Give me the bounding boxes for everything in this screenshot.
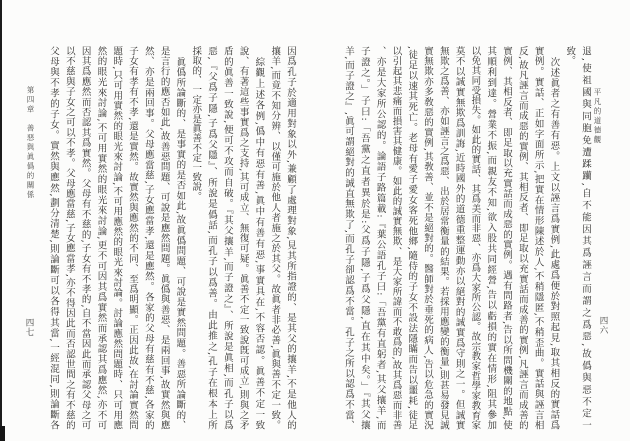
text-column: 羊,而子證之』,眞可謂絕對的誠直無欺了,而孔子卻認爲不當。孔子之所以認爲不當、 (343, 46, 355, 430)
text-column: 因其爲應然而否認其爲實然。父母有不慈的,子女有不孝的,自不當因此而承認父母之可 (79, 46, 91, 430)
text-column: ,徒足以速其死亡。老母有愛子愛女客死他鄉,隨侍的子女不設法隱瞞而告以噩耗,徒足 (406, 46, 418, 430)
left-text-block (44, 46, 298, 430)
right-page (315, 0, 630, 441)
text-column: 題時,只可用實然的眼光來討論,不可用應然的眼光來討論。討論應然問題時、只可用應 (111, 46, 123, 430)
text-column: 因爲孔子於適用對象以外,兼顧了處理對象,見其所指證的、是其父的攘羊,不是他人的 (285, 46, 296, 430)
text-column: 綜觀上述各例,僞中有惡有善,眞中有善有惡,事實具在,不容否認。眞善不定一致 (253, 57, 265, 430)
text-column: 攘羊,而竟不知分辨、以僅可施於他人者施之於其父。故眞者非必善,眞與善不定一致。 (269, 46, 281, 430)
right-running-title: 平凡的道德觀 (593, 88, 602, 145)
text-column: 無欺之爲善、亦如誣言之爲惡、出於居常衡量的結果。若採用應變的衡量,則甚易發見誠 (437, 46, 449, 430)
text-column: 致。 (564, 46, 576, 66)
text-column: 反,故凡誣言而成惡的實例、其相反者、即足取以充實話而成善的實例,凡誣言而成善的 (516, 46, 528, 430)
text-column: 眞僞所論斷的、是事實的是否如此,故眞僞問題、可說是實然問題。善惡所論斷的、 (174, 57, 186, 430)
text-column: 實例、其相反者、即足取以充實話而成惡的實例。遇有問路者,告以所問機關的地點,使 (501, 46, 513, 430)
left-running-title: 第四章 善惡與眞僞的關係 (26, 86, 35, 200)
text-column: 說、有著這些事實爲之支持,其可成立、無復可疑。眞善不定一致說旣可成立,則與之矛 (237, 46, 249, 430)
right-page-number: 四六 (598, 316, 608, 335)
text-column: 父母與不孝的子女。實然與應然,劃分清楚,則論斷可以各得其當,一經混同,則論斷各 (48, 46, 60, 430)
text-column: 然的眼光來討論,不可用實然的眼光來討論,更不可因其爲實然而承認其爲應然,亦不可 (95, 46, 107, 430)
left-page (2, 0, 312, 441)
text-column: 然、亦是兩回事。父母應當慈,子女應當孝,還是應然。各家的父母有慈有不慈,各家的 (142, 46, 154, 430)
right-text-block (339, 46, 593, 430)
text-column: 惡,『父爲子隱,子爲父隱』、所說是僞話,而孔子以爲善。由此推之,孔子在根本上所 (206, 46, 218, 430)
text-column: 子證之。」子曰:「吾黨之直者異於是:父爲子隱,子爲父隱,直在其中矣。」『其父攘 (358, 46, 370, 430)
text-column: 以免其同受損失。如此的實話、其爲美而非惡、亦爲大家所公認。故宗教家哲學家教育家 (469, 46, 481, 430)
text-column: 實例。實話、正如字面所示,把實在情形陳述於人,不稍隱匿,不稍歪曲。實話與誣言相 (532, 46, 544, 430)
text-column: 莫不以誠實無欺爲訓誨,近時國外的道德重整運動亦以絕對的誠實爲守則之一。但誠實 (453, 46, 465, 430)
text-column: 是言行的應否如此,故善惡問題、可說是應然問題。眞僞與善惡、是兩回事,故實然與應 (158, 46, 170, 430)
text-column: 退,使祖國與同胞免遭蹂躪,自不能因其爲誣言而謂之爲惡,故僞與惡不定一 (580, 46, 591, 430)
left-page-number: 四七 (24, 318, 34, 337)
text-column: 以引起其悲痛而損害其健康。如此的誠實無欺、是大家所諱而不敢爲的,故其爲惡而非善 (390, 46, 402, 430)
text-column: 實無欺亦多敎惡的實例,其敎善、並不是絕對的。醫師對於垂死的病人,告以危急的實況 (422, 46, 434, 430)
text-column: 採取的、一定亦是眞善不定一致說。 (190, 46, 202, 202)
text-column: 次述眞者之有善有惡。上文以誣言爲實例,此處爲便於對照起見,取其相反的實話爲 (548, 57, 560, 430)
text-column: 子女有孝有不孝,還是實然。故實然與應然的不同、至爲明顯。正因此故,在討論實然問 (127, 46, 139, 430)
text-column: 以不慈與子女之可以不孝。父母應當慈,子女應當孝,亦不得因此而否認世間之有不慈的 (63, 46, 75, 430)
text-column: 、亦是大家所公認的。論語子路篇載:『葉公語孔子曰:「吾黨有直躬者,其父攘羊,而 (374, 46, 386, 430)
text-column: 其順利到達。營業不振,而親友不知,欲入股共同經營,告以虧損的實在情形,阻其參加 (485, 46, 497, 430)
text-column: 盾的眞善一致說,便可不攻而自破。『其父攘羊,而子證之』、所說是眞相,而孔子以爲 (221, 46, 233, 430)
